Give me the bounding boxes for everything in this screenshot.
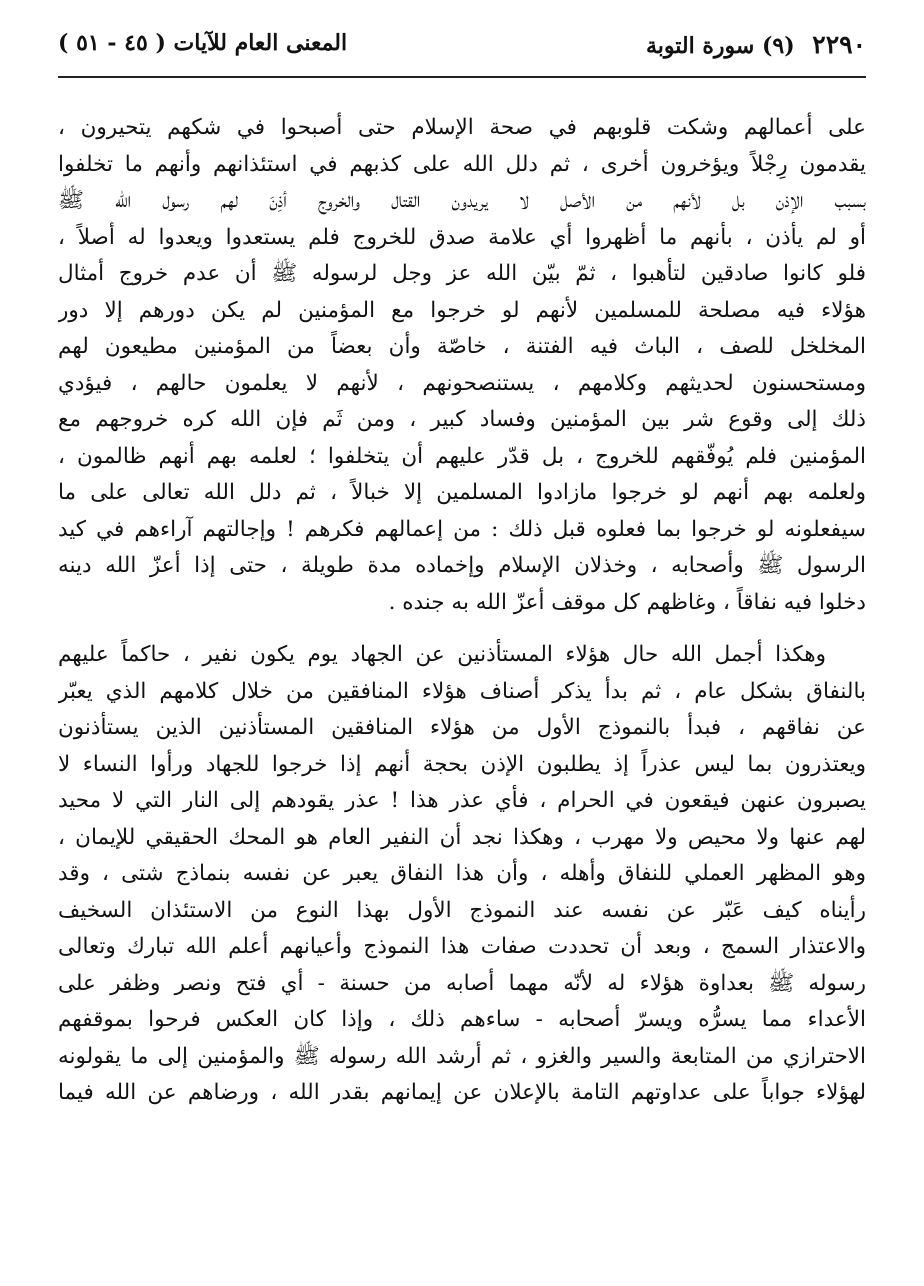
text-line: وهو المظهر العملي للنفاق وأهله ، وأن هذا النفاق يعبر عن نفسه بنماذج شتى ، وقد [58, 861, 866, 886]
text-line: على أعمالهم وشكت قلوبهم في صحة الإسلام حتى أصبحوا في شكهم يتحيرون ، [58, 115, 866, 140]
text-line: فلو كانوا صادقين لتأهبوا ، ثمّ بيّن الله عز وجل لرسوله ﷺ أن عدم خروج أمثال [58, 261, 866, 286]
text-line: ذلك إلى وقوع شر بين المؤمنين وفساد كبير ، ومن ثَم فإن الله كره خروجهم مع [58, 407, 866, 432]
text-line: يقدمون رِجْلاً ويؤخرون أخرى ، ثم دلل الله على كذبهم في استئذانهم وأنهم ما تخلفوا [58, 151, 866, 177]
text-line: وهكذا أجمل الله حال هؤلاء المستأذنين عن الجهاد يوم يكون نفير ، حاكماً عليهم [58, 642, 826, 667]
text-line: سيفعلونه لو خرجوا بما فعلوه قبل ذلك : من إعمالهم فكرهم ! وإجالتهم آراءهم في كيد [58, 516, 866, 542]
text-line: رأيناه كيف عَبّر عن نفسه عند النموذج الأول بهذا النوع من الاستئذان السخيف [58, 897, 866, 923]
text-line: والاعتذار السمج ، وبعد أن تحددت صفات هذا النموذج وأعيانهم أعلم الله تبارك وتعالى [58, 934, 866, 959]
text-line: ويعتذرون بما ليس عذراً إذ يطلبون الإذن بحجة أنهم إذا خرجوا للجهاد ورأوا النساء لا [58, 751, 866, 777]
text-line: هؤلاء فيه مصلحة للمسلمين لأنهم لو خرجوا مع المؤمنين لم يكن دورهم إلا دور [58, 297, 866, 323]
text-line: ومستحسنون لحديثهم وكلامهم ، يستنصحونهم ، لأنهم لا يعلمون حالهم ، فيؤدي [58, 370, 866, 396]
page-body [58, 110, 866, 1112]
text-line: أو لم يأذن ، بأنهم ما أظهروا أي علامة صدق للخروج فلم يستعدوا ويعدوا له أصلاً ، [58, 224, 866, 250]
text-line: ولعلمه بهم أنهم لو خرجوا مازادوا المسلمين إلا خبالاً ، ثم دلل الله تعالى على ما [58, 480, 866, 505]
text-line: المؤمنين فلم يُوفّقهم للخروج ، بل قدّر عليهم أن يتخلفوا ؛ لعلمه بهم أنهم ظالمون ، [58, 443, 866, 469]
text-line: الأعداء مما يسرُّه ويسرّ أصحابه - ساءهم ذلك ، وإذا كان العكس فرحوا بموقفهم [58, 1007, 866, 1032]
page-header [58, 30, 866, 70]
text-line: يصبرون عنهن فيقعون في الحرام ، فأي عذر هذا ! عذر يقودهم إلى النار التي لا محيد [58, 788, 866, 813]
text-line: دخلوا فيه نفاقاً ، وغاظهم كل موقف أعزّ الله به جنده . [388, 589, 866, 615]
header-right [646, 30, 866, 59]
section-title: المعنى العام للآيات ( ٤٥ - ٥١ ) [58, 30, 348, 56]
text-line: الاحترازي من المتابعة والسير والغزو ، ثم أرشد الله رسوله ﷺ والمؤمنين إلى ما يقولونه [58, 1043, 866, 1069]
paragraph-1 [58, 110, 866, 621]
text-line: لهؤلاء جواباً على عداوتهم التامة بالإعلان عن إيمانهم بقدر الله ، ورضاهم عن الله فيما [58, 1080, 866, 1105]
paragraph-2 [58, 637, 866, 1112]
text-line: المخلخل للصف ، الباث فيه الفتنة ، خاصّة وأن بعضاً من المؤمنين مطيعون لهم [58, 334, 866, 359]
header-divider [58, 76, 866, 78]
page-number: ٢٢٩٠ [812, 30, 866, 59]
text-line: لهم عنها ولا محيص ولا مهرب ، وهكذا نجد أن النفير العام هو المحك الحقيقي للإيمان ، [58, 824, 866, 850]
text-line: عن نفاقهم ، فبدأ بالنموذج الأول من هؤلاء المنافقين المستأذنين الذين يستأذنون [58, 715, 866, 740]
text-line: بالنفاق بشكل عام ، ثم بدأ يذكر أصناف هؤلاء المنافقين من خلال كلامهم الذي يعبّر [58, 678, 866, 704]
text-line: رسوله ﷺ بعداوة هؤلاء له لأنّه مهما أصابه من حسنة - أي فتح ونصر وظفر على [58, 970, 866, 996]
paragraph-gap [58, 621, 866, 637]
text-line: بسبب الإذن بل لأنهم من الأصل لا يريدون القتال والخروج أذِنَ لهم رسول الله ﷺ [58, 188, 866, 213]
surah-title: (٩) سورة التوبة [645, 33, 795, 59]
text-line: الرسول ﷺ وأصحابه ، وخذلان الإسلام وإخماده مدة طويلة ، حتى إذا أعزّ الله دينه [58, 553, 866, 578]
